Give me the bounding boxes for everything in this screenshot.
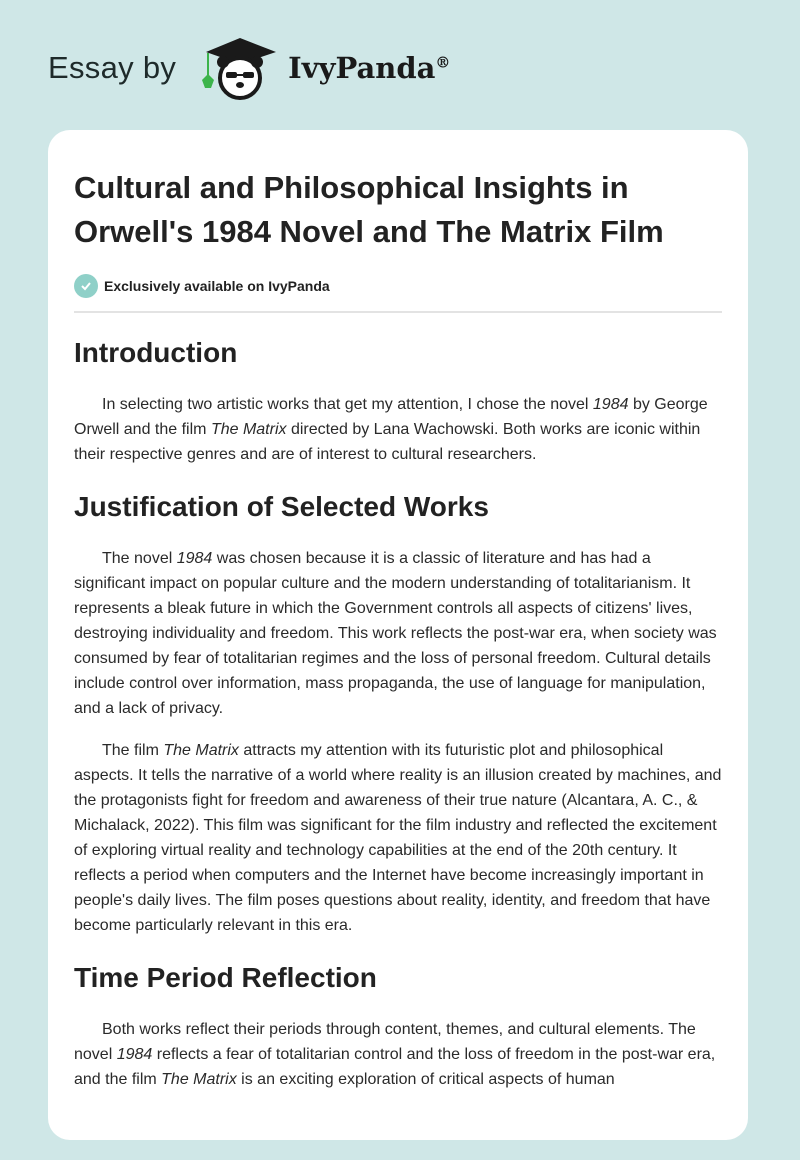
text-segment: is an exciting exploration of critical aspects of human	[236, 1071, 615, 1088]
italic-title: The Matrix	[161, 1071, 237, 1088]
italic-title: The Matrix	[163, 742, 239, 759]
text-segment: The novel	[102, 550, 177, 567]
section-heading: Introduction	[74, 337, 238, 368]
text-segment: directed by Lana Wachowski. Both works are iconic within their respective genres and are of interest to cultural researchers.	[74, 421, 701, 463]
text-segment: The film	[102, 742, 164, 759]
essay-by-label: Essay by	[48, 50, 177, 85]
text-segment: reflects a fear of totalitarian control and the loss of freedom in the post-war era, and the film	[74, 1046, 716, 1088]
article-body	[74, 335, 722, 1092]
ivypanda-logo-icon[interactable]	[194, 36, 284, 100]
registered-mark: ®	[435, 53, 451, 72]
text-segment: Both works reflect their periods through content, themes, and cultural elements. The novel	[74, 1021, 696, 1063]
paragraph	[74, 392, 722, 467]
italic-title: 1984	[116, 1046, 153, 1063]
section-heading: Justification of Selected Works	[74, 491, 489, 522]
brand-text: IvyPanda	[288, 51, 436, 85]
text-segment: attracts my attention with its futuristic plot and philosophical aspects. It tells the narrative of a world where reality is an illusion created by machines, and the protagonists fight for freedom and awareness of their true nature (Alcantara, A. C., & Michalack, 2022). This film was significant for the film industry and reflected the excitement of exploring virtual reality and technology capabilities at the end of the 20th century. It reflects a period when computers and the Internet have become increasingly important in people's daily lives. The film poses questions about reality, identity, and freedom that have become particularly relevant in this era.	[74, 742, 722, 934]
section-heading: Time Period Reflection	[74, 962, 377, 993]
page-title: Cultural and Philosophical Insights in Orwell's 1984 Novel and The Matrix Film	[74, 170, 664, 249]
check-icon	[74, 274, 98, 298]
paragraph	[74, 546, 722, 721]
brand-name	[288, 51, 450, 85]
exclusive-badge	[74, 274, 722, 298]
badge-text: Exclusively available on IvyPanda	[104, 278, 330, 294]
italic-title: The Matrix	[210, 421, 287, 438]
paragraph	[74, 1017, 722, 1092]
text-segment: In selecting two artistic works that get my attention, I chose the novel	[102, 396, 593, 413]
essay-card	[48, 130, 748, 1140]
italic-title: 1984	[592, 396, 629, 413]
divider	[74, 311, 722, 313]
text-segment: was chosen because it is a classic of literature and has had a significant impact on popular culture and the modern understanding of totalitarianism. It represents a bleak future in which the Government controls all aspects of citizens' lives, destroying individuality and freedom. This work reflects the post-war era, when society was consumed by fear of totalitarian regimes and the loss of personal freedom. Cultural details include control over information, mass propaganda, the use of language for manipulation, and a lack of privacy.	[74, 550, 717, 717]
paragraph	[74, 738, 722, 938]
italic-title: 1984	[176, 550, 213, 567]
text-segment: by George Orwell and the film	[74, 396, 708, 438]
site-header	[48, 36, 450, 100]
